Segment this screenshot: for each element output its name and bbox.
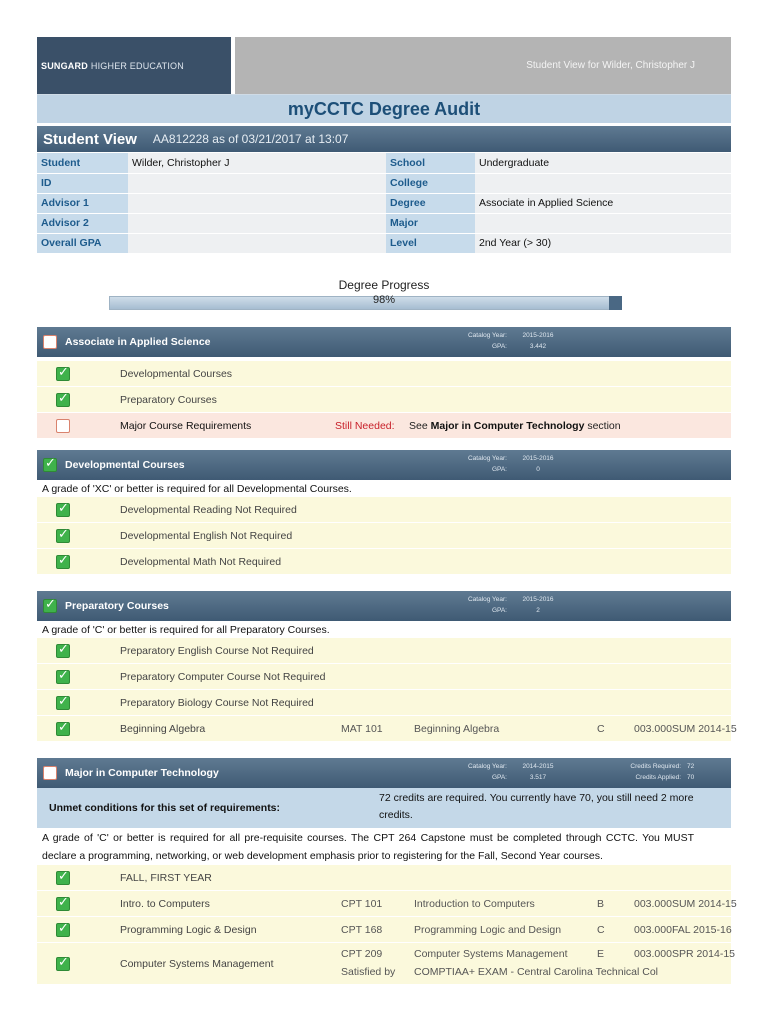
checked-box-icon	[43, 599, 57, 613]
course-row	[37, 716, 737, 742]
course-credits-term: 003.000SUM 2014-15	[634, 722, 737, 735]
course-row	[37, 943, 735, 985]
course-grade: C	[597, 923, 605, 936]
credits-required-label: Credits Required:	[630, 763, 681, 770]
unchecked-box-icon	[56, 419, 70, 433]
student-view-header	[37, 126, 731, 152]
course-grade: C	[597, 722, 605, 735]
section-word: section	[587, 419, 621, 432]
satisfied-by-label: Satisfied by	[341, 966, 396, 978]
student-view-for: Student View for Wilder, Christopher J	[235, 37, 731, 94]
section-note: A grade of 'C' or better is required for all Preparatory Courses.	[0, 621, 731, 638]
course-row	[37, 891, 737, 917]
logo-text: HIGHER EDUCATION	[90, 60, 184, 71]
course-title: Computer Systems Management	[414, 948, 568, 960]
requirement-row	[37, 387, 731, 413]
requirement-label: Developmental English Not Required	[120, 529, 293, 542]
catalog-year-label: Catalog Year:	[467, 455, 507, 462]
requirement-label: Major Course Requirements	[120, 419, 252, 432]
requirement-row	[37, 638, 731, 664]
top-banner	[37, 37, 731, 94]
info-value	[128, 193, 386, 213]
requirement-label: FALL, FIRST YEAR	[120, 871, 212, 884]
course-title: Beginning Algebra	[414, 722, 500, 735]
section-major-computer-technology	[37, 758, 737, 985]
course-title: Introduction to Computers	[414, 897, 535, 910]
unmet-text: 72 credits are required. You currently have 70, you still need 2 more credits.	[379, 792, 694, 821]
info-label: Degree	[386, 193, 475, 213]
section-note: A grade of 'XC' or better is required for all Developmental Courses.	[0, 480, 731, 497]
section-title: Preparatory Courses	[65, 600, 169, 612]
see-reference	[409, 420, 621, 432]
gpa-label: GPA:	[491, 343, 507, 350]
section-header[interactable]	[37, 450, 731, 480]
info-value	[475, 213, 731, 233]
course-title: Programming Logic and Design	[414, 923, 562, 936]
checked-box-icon	[56, 722, 70, 736]
gpa-label: GPA:	[491, 774, 507, 781]
info-value: Wilder, Christopher J	[128, 153, 386, 173]
info-label: Major	[386, 213, 475, 233]
section-header[interactable]	[37, 327, 731, 357]
section-associate-applied-science	[37, 327, 731, 439]
gpa-label: GPA:	[491, 466, 507, 473]
checked-box-icon	[56, 529, 70, 543]
info-label: Student	[37, 153, 128, 173]
section-note: A grade of 'C' or better is required for all pre-requisite courses. The CPT 264 Capstone must be completed through CCTC. You MUST declare a programming, networking, or web development emphasis prior to registering for the Fall, Second Year courses.	[42, 832, 694, 862]
info-label: College	[386, 173, 475, 193]
section-developmental-courses	[37, 450, 731, 575]
credits-info	[597, 761, 707, 783]
requirement-label: Developmental Math Not Required	[120, 555, 282, 568]
gpa-value: 0	[536, 466, 540, 473]
info-label: School	[386, 153, 475, 173]
requirement-label: Intro. to Computers	[120, 897, 210, 910]
gpa-value: 2	[536, 607, 540, 614]
checked-box-icon	[56, 957, 70, 971]
info-label: Overall GPA	[37, 233, 128, 253]
catalog-year-value: 2015-2016	[522, 596, 554, 603]
section-title: Associate in Applied Science	[65, 336, 211, 348]
course-row	[37, 917, 731, 943]
requirement-row	[37, 865, 731, 891]
student-view-subtitle: AA812228 as of 03/21/2017 at 13:07	[152, 132, 349, 146]
requirement-row	[37, 664, 731, 690]
info-row	[37, 213, 731, 233]
catalog-info	[447, 453, 563, 475]
info-row	[37, 233, 731, 253]
page-title-bar	[37, 94, 731, 123]
requirement-label: Computer Systems Management	[120, 957, 274, 970]
info-row	[37, 193, 731, 213]
requirement-row	[37, 413, 731, 439]
requirement-label: Programming Logic & Design	[120, 923, 257, 936]
page-title: myCCTC Degree Audit	[287, 98, 481, 119]
section-title: Developmental Courses	[65, 459, 185, 471]
section-preparatory-courses	[37, 591, 737, 742]
course-code: MAT 101	[341, 722, 383, 735]
satisfied-by-source: COMPTIAA+ EXAM - Central Carolina Technical Col	[414, 966, 659, 978]
gpa-value: 3.442	[529, 343, 547, 350]
requirement-label: Developmental Reading Not Required	[120, 503, 297, 516]
catalog-year-value: 2014-2015	[522, 763, 554, 770]
catalog-info	[447, 330, 563, 352]
gpa-value: 3.517	[529, 774, 547, 781]
info-label: Level	[386, 233, 475, 253]
course-code: CPT 209	[341, 948, 383, 960]
course-code: CPT 168	[341, 923, 383, 936]
info-row	[37, 173, 731, 193]
catalog-year-label: Catalog Year:	[467, 763, 507, 770]
course-credits-term: 003.000SPR 2014-15	[634, 948, 735, 960]
info-value: Undergraduate	[475, 153, 731, 173]
requirement-label: Preparatory English Course Not Required	[120, 644, 314, 657]
section-header[interactable]	[37, 591, 731, 621]
checked-box-icon	[56, 923, 70, 937]
unmet-label: Unmet conditions for this set of requirements:	[49, 802, 281, 814]
info-label: ID	[37, 173, 128, 193]
degree-progress-label: Degree Progress	[338, 278, 430, 292]
requirement-row	[37, 523, 731, 549]
course-credits-term: 003.000FAL 2015-16	[634, 923, 732, 936]
catalog-info	[447, 594, 563, 616]
info-value	[128, 233, 386, 253]
checked-box-icon	[56, 644, 70, 658]
info-value: 2nd Year (> 30)	[475, 233, 731, 253]
requirement-row	[37, 690, 731, 716]
checked-box-icon	[56, 393, 70, 407]
catalog-year-label: Catalog Year:	[467, 332, 507, 339]
gpa-label: GPA:	[491, 607, 507, 614]
catalog-year-value: 2015-2016	[522, 332, 554, 339]
logo-bold-text: SUNGARD	[41, 60, 88, 71]
student-view-title: Student View	[43, 130, 137, 148]
see-link[interactable]: Major in Computer Technology	[430, 419, 585, 432]
unmet-conditions	[37, 788, 731, 828]
checked-box-icon	[56, 897, 70, 911]
checked-box-icon	[56, 670, 70, 684]
info-value: Associate in Applied Science	[475, 193, 731, 213]
section-title: Major in Computer Technology	[65, 767, 219, 779]
sungard-logo	[37, 37, 231, 94]
credits-required-value: 72	[687, 763, 695, 770]
info-row	[37, 153, 731, 173]
still-needed-label: Still Needed:	[335, 419, 395, 432]
requirement-label: Preparatory Computer Course Not Required	[120, 670, 326, 683]
degree-progress-percent: 98%	[372, 294, 396, 306]
requirement-label: Beginning Algebra	[120, 722, 206, 735]
requirement-label: Preparatory Biology Course Not Required	[120, 696, 314, 709]
catalog-info	[447, 761, 563, 783]
info-value	[128, 213, 386, 233]
student-info-table	[37, 153, 731, 254]
checked-box-icon	[43, 458, 57, 472]
checked-box-icon	[56, 503, 70, 517]
course-credits-term: 003.000SUM 2014-15	[634, 897, 737, 910]
info-label: Advisor 1	[37, 193, 128, 213]
requirement-label: Preparatory Courses	[120, 393, 217, 406]
checked-box-icon	[56, 555, 70, 569]
course-grade: B	[597, 897, 605, 910]
requirement-label: Developmental Courses	[120, 367, 233, 380]
info-label: Advisor 2	[37, 213, 128, 233]
requirement-row	[37, 497, 731, 523]
unchecked-box-icon	[43, 335, 57, 349]
checked-box-icon	[56, 871, 70, 885]
course-grade: E	[597, 948, 605, 960]
info-value	[475, 173, 731, 193]
unchecked-box-icon	[43, 766, 57, 780]
section-header[interactable]	[37, 758, 731, 788]
requirement-row	[37, 549, 731, 575]
checked-box-icon	[56, 367, 70, 381]
credits-applied-label: Credits Applied:	[635, 774, 681, 781]
course-code: CPT 101	[341, 897, 383, 910]
see-word: See	[409, 419, 428, 432]
credits-applied-value: 70	[687, 774, 695, 781]
catalog-year-label: Catalog Year:	[467, 596, 507, 603]
checked-box-icon	[56, 696, 70, 710]
requirement-row	[37, 361, 731, 387]
catalog-year-value: 2015-2016	[522, 455, 554, 462]
info-value	[128, 173, 386, 193]
